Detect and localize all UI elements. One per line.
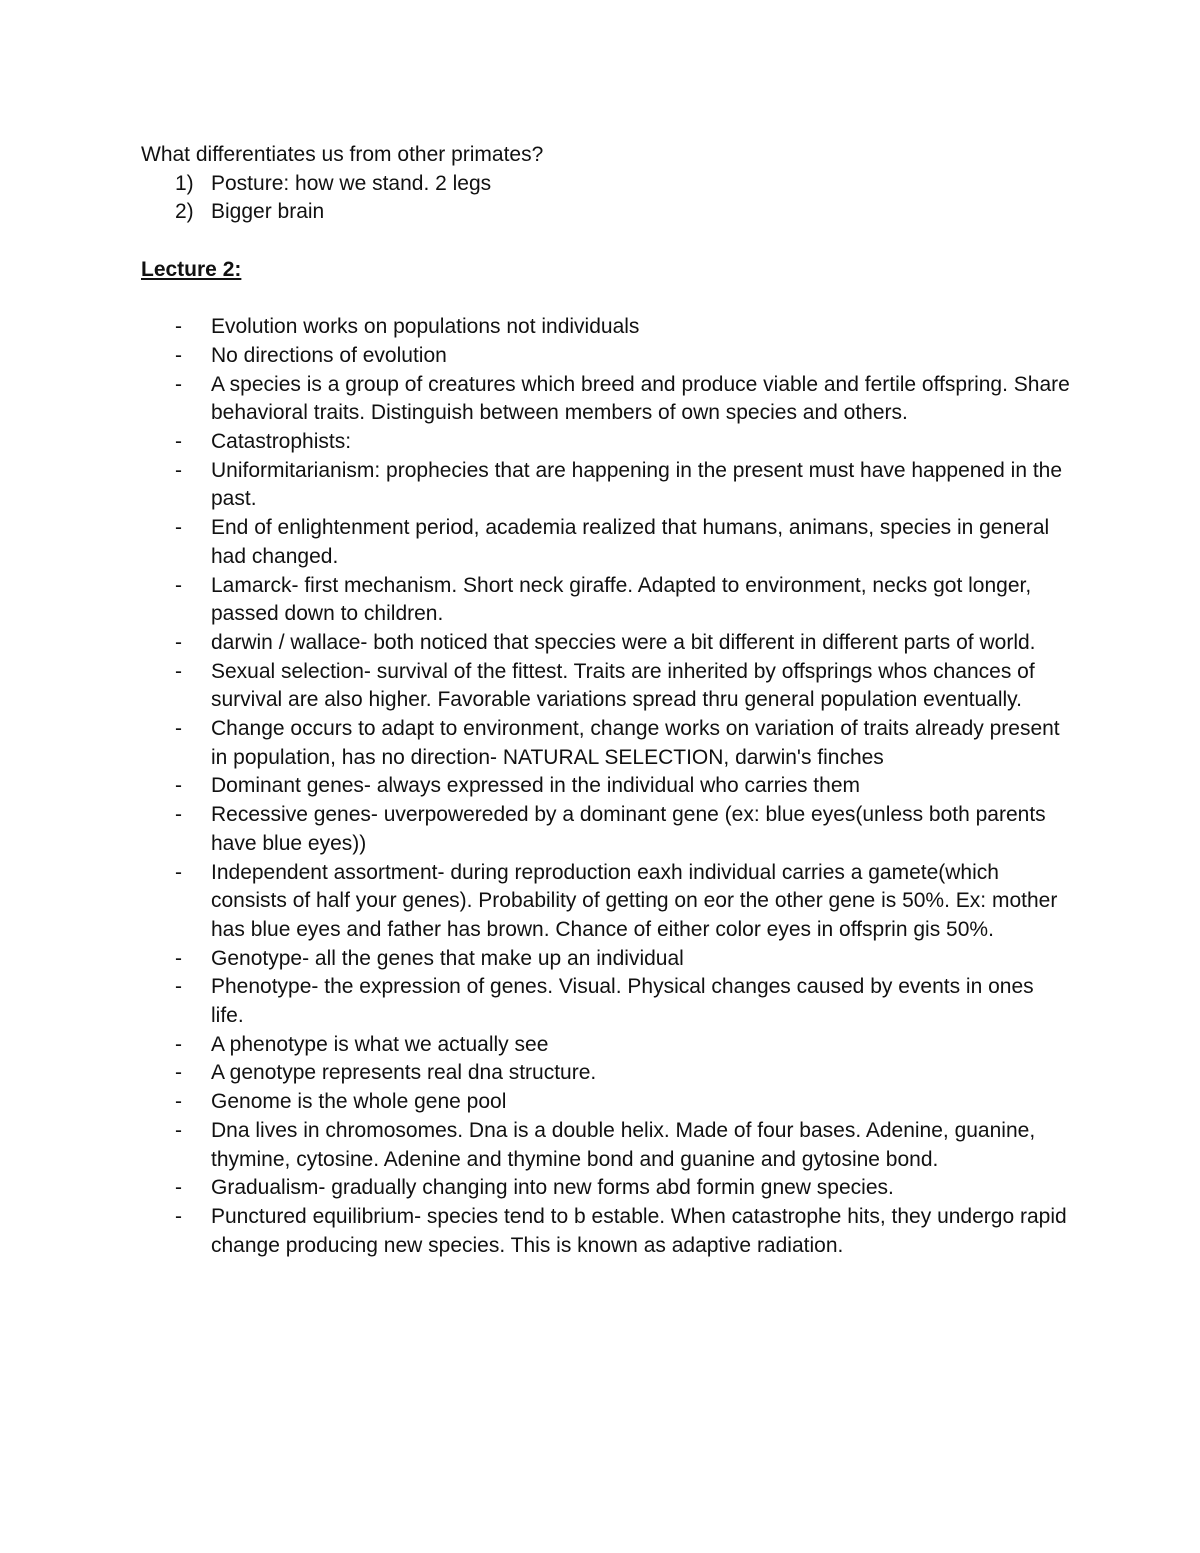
list-item (141, 457, 1071, 514)
bullet-dash: - (175, 315, 182, 339)
item-text: Posture: how we stand. 2 legs (211, 171, 492, 195)
list-item (141, 859, 1071, 945)
intro-question: What differentiates us from other primates? (141, 143, 544, 166)
bullet-dash: - (175, 1118, 182, 1142)
bullet-dash: - (175, 372, 182, 396)
note-text: Genotype- all the genes that make up an individual (211, 946, 684, 970)
bullet-dash: - (175, 1032, 182, 1056)
bullet-dash: - (175, 458, 182, 482)
note-text: Genome is the whole gene pool (211, 1090, 507, 1114)
item-number: 1) (175, 171, 194, 195)
list-item (141, 313, 1071, 342)
list-item (141, 945, 1071, 974)
primate-differences-list (141, 170, 1071, 227)
note-text: Catastrophists: (211, 430, 352, 453)
note-text: darwin / wallace- both noticed that speccies were a bit different in different parts of world. (211, 630, 1036, 654)
note-text: Independent assortment- during reproduction eaxh individual carries a gamete(which consists of half your genes). Probability of getting on eor the other gene is 50%. Ex: mother has blue eyes and father has brown. Chance of either color eyes in offsprin gis 50%. (211, 860, 1058, 941)
note-text: Gradualism- gradually changing into new forms abd formin gnew species. (211, 1176, 894, 1200)
list-item (141, 371, 1071, 428)
list-item (141, 1088, 1071, 1117)
list-item (141, 428, 1071, 457)
lecture-notes-list (141, 313, 1071, 1260)
bullet-dash: - (175, 1090, 182, 1114)
bullet-dash: - (175, 860, 182, 884)
list-item (141, 801, 1071, 858)
note-text: Sexual selection- survival of the fittest. Traits are inherited by offsprings whos chances of survival are also higher. Favorable variations spread thru general population eventually. (211, 659, 1035, 712)
note-text: A genotype represents real dna structure. (211, 1061, 597, 1085)
note-text: Punctured equilibrium- species tend to b estable. When catastrophe hits, they undergo rapid change producing new species. This is known as adaptive radiation. (211, 1204, 1067, 1257)
list-item (141, 658, 1071, 715)
bullet-dash: - (175, 659, 182, 683)
bullet-dash: - (175, 803, 182, 827)
bullet-dash: - (175, 717, 182, 741)
note-text: Lamarck- first mechanism. Short neck giraffe. Adapted to environment, necks got longer, passed down to children. (211, 573, 1032, 626)
note-text: Phenotype- the expression of genes. Visual. Physical changes caused by events in ones life. (211, 975, 1034, 1028)
list-item (141, 973, 1071, 1030)
bullet-dash: - (175, 343, 182, 367)
item-text: Bigger brain (211, 200, 325, 224)
note-text: A species is a group of creatures which breed and produce viable and fertile offspring. Share behavioral traits. Distinguish between members of own species and others. (211, 372, 1070, 425)
bullet-dash: - (175, 630, 182, 654)
list-item (141, 772, 1071, 801)
list-item (141, 342, 1071, 371)
list-item (141, 1203, 1071, 1260)
note-text: Recessive genes- uverpowereded by a dominant gene (ex: blue eyes(unless both parents have blue eyes)) (211, 803, 1046, 855)
list-item (141, 1031, 1071, 1060)
bullet-dash: - (175, 1204, 182, 1228)
numbered-item (141, 198, 1071, 227)
list-item (141, 715, 1071, 772)
bullet-dash: - (175, 516, 182, 540)
lecture-heading: Lecture 2: (141, 257, 242, 281)
bullet-dash: - (175, 774, 182, 798)
list-item (141, 1059, 1071, 1088)
bullet-dash: - (175, 1176, 182, 1200)
bullet-dash: - (175, 1061, 182, 1085)
list-item (141, 514, 1071, 571)
list-item (141, 1174, 1071, 1203)
numbered-item (141, 170, 1071, 199)
note-text: No directions of evolution (211, 343, 447, 367)
note-text: Dna lives in chromosomes. Dna is a double helix. Made of four bases. Adenine, guanine, thymine, cytosine. Adenine and thymine bond and guanine and gytosine bond. (211, 1118, 1036, 1171)
note-text: Uniformitarianism: prophecies that are happening in the present must have happened in the past. (211, 458, 1063, 511)
bullet-dash: - (175, 946, 182, 970)
document-content (141, 141, 1071, 1260)
list-item (141, 629, 1071, 658)
list-item (141, 572, 1071, 629)
note-text: A phenotype is what we actually see (211, 1032, 549, 1056)
note-text: End of enlightenment period, academia realized that humans, animans, species in general had changed. (211, 516, 1050, 568)
note-text: Change occurs to adapt to environment, change works on variation of traits already present in population, has no direction- NATURAL SELECTION, darwin's finches (211, 717, 1060, 769)
list-item (141, 1117, 1071, 1174)
item-number: 2) (175, 200, 194, 224)
bullet-dash: - (175, 975, 182, 999)
bullet-dash: - (175, 430, 182, 453)
note-text: Dominant genes- always expressed in the individual who carries them (211, 774, 860, 798)
note-text: Evolution works on populations not individuals (211, 315, 640, 339)
bullet-dash: - (175, 573, 182, 597)
